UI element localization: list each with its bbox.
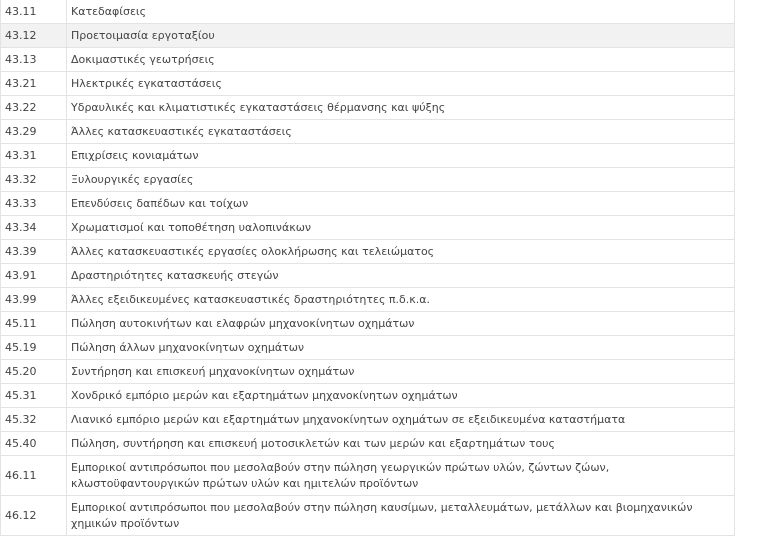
activity-description: Δοκιμαστικές γεωτρήσεις — [67, 48, 735, 72]
activity-code: 46.11 — [1, 456, 67, 496]
table-row — [1, 336, 735, 360]
activity-code: 45.20 — [1, 360, 67, 384]
activity-code: 43.21 — [1, 72, 67, 96]
table-row — [1, 264, 735, 288]
activity-description: Χρωματισμοί και τοποθέτηση υαλοπινάκων — [67, 216, 735, 240]
table-row — [1, 496, 735, 536]
table-row — [1, 240, 735, 264]
activity-description: Χονδρικό εμπόριο μερών και εξαρτημάτων μηχανοκίνητων οχημάτων — [67, 384, 735, 408]
activity-description: Πώληση άλλων μηχανοκίνητων οχημάτων — [67, 336, 735, 360]
activity-code: 45.19 — [1, 336, 67, 360]
table-row — [1, 384, 735, 408]
table-row — [1, 24, 735, 48]
activity-code: 45.32 — [1, 408, 67, 432]
activity-description: Άλλες κατασκευαστικές εργασίες ολοκλήρωσης και τελειώματος — [67, 240, 735, 264]
activity-code: 43.34 — [1, 216, 67, 240]
activity-description: Ξυλουργικές εργασίες — [67, 168, 735, 192]
activity-code: 45.31 — [1, 384, 67, 408]
activity-code: 43.33 — [1, 192, 67, 216]
table-row — [1, 408, 735, 432]
activity-code: 43.99 — [1, 288, 67, 312]
activity-description: Πώληση, συντήρηση και επισκευή μοτοσικλετών και των μερών και εξαρτημάτων τους — [67, 432, 735, 456]
activity-code: 43.12 — [1, 24, 67, 48]
activity-description: Συντήρηση και επισκευή μηχανοκίνητων οχημάτων — [67, 360, 735, 384]
activity-code: 46.12 — [1, 496, 67, 536]
table-row — [1, 192, 735, 216]
table-row — [1, 360, 735, 384]
activity-description: Υδραυλικές και κλιματιστικές εγκαταστάσεις θέρμανσης και ψύξης — [67, 96, 735, 120]
activity-code: 43.91 — [1, 264, 67, 288]
table-row — [1, 0, 735, 24]
activity-code: 45.40 — [1, 432, 67, 456]
activity-description: Προετοιμασία εργοταξίου — [67, 24, 735, 48]
table-row — [1, 168, 735, 192]
activity-code: 43.11 — [1, 0, 67, 24]
activity-description: Λιανικό εμπόριο μερών και εξαρτημάτων μηχανοκίνητων οχημάτων σε εξειδικευμένα καταστήματα — [67, 408, 735, 432]
activity-description: Άλλες κατασκευαστικές εγκαταστάσεις — [67, 120, 735, 144]
table-row — [1, 96, 735, 120]
activity-description: Άλλες εξειδικευμένες κατασκευαστικές δραστηριότητες π.δ.κ.α. — [67, 288, 735, 312]
table-row — [1, 216, 735, 240]
activity-code: 45.11 — [1, 312, 67, 336]
table-row — [1, 456, 735, 496]
activity-description: Εμπορικοί αντιπρόσωποι που μεσολαβούν στην πώληση γεωργικών πρώτων υλών, ζώντων ζώων, κλωστοϋφαντουργικών πρώτων υλών και ημιτελών προϊόντων — [67, 456, 735, 496]
activity-description: Επενδύσεις δαπέδων και τοίχων — [67, 192, 735, 216]
table-row — [1, 432, 735, 456]
table-row — [1, 72, 735, 96]
activity-code: 43.32 — [1, 168, 67, 192]
activity-description: Δραστηριότητες κατασκευής στεγών — [67, 264, 735, 288]
activity-description: Επιχρίσεις κονιαμάτων — [67, 144, 735, 168]
activity-code: 43.29 — [1, 120, 67, 144]
table-row — [1, 48, 735, 72]
activity-description: Εμπορικοί αντιπρόσωποι που μεσολαβούν στην πώληση καυσίμων, μεταλλευμάτων, μετάλλων και βιομηχανικών χημικών προϊόντων — [67, 496, 735, 536]
table-row — [1, 120, 735, 144]
activity-code: 43.31 — [1, 144, 67, 168]
activity-description: Πώληση αυτοκινήτων και ελαφρών μηχανοκίνητων οχημάτων — [67, 312, 735, 336]
activity-code: 43.13 — [1, 48, 67, 72]
activity-description: Ηλεκτρικές εγκαταστάσεις — [67, 72, 735, 96]
table-row — [1, 144, 735, 168]
activity-code: 43.22 — [1, 96, 67, 120]
table-row — [1, 288, 735, 312]
table-row — [1, 312, 735, 336]
activity-code: 43.39 — [1, 240, 67, 264]
activity-description: Κατεδαφίσεις — [67, 0, 735, 24]
